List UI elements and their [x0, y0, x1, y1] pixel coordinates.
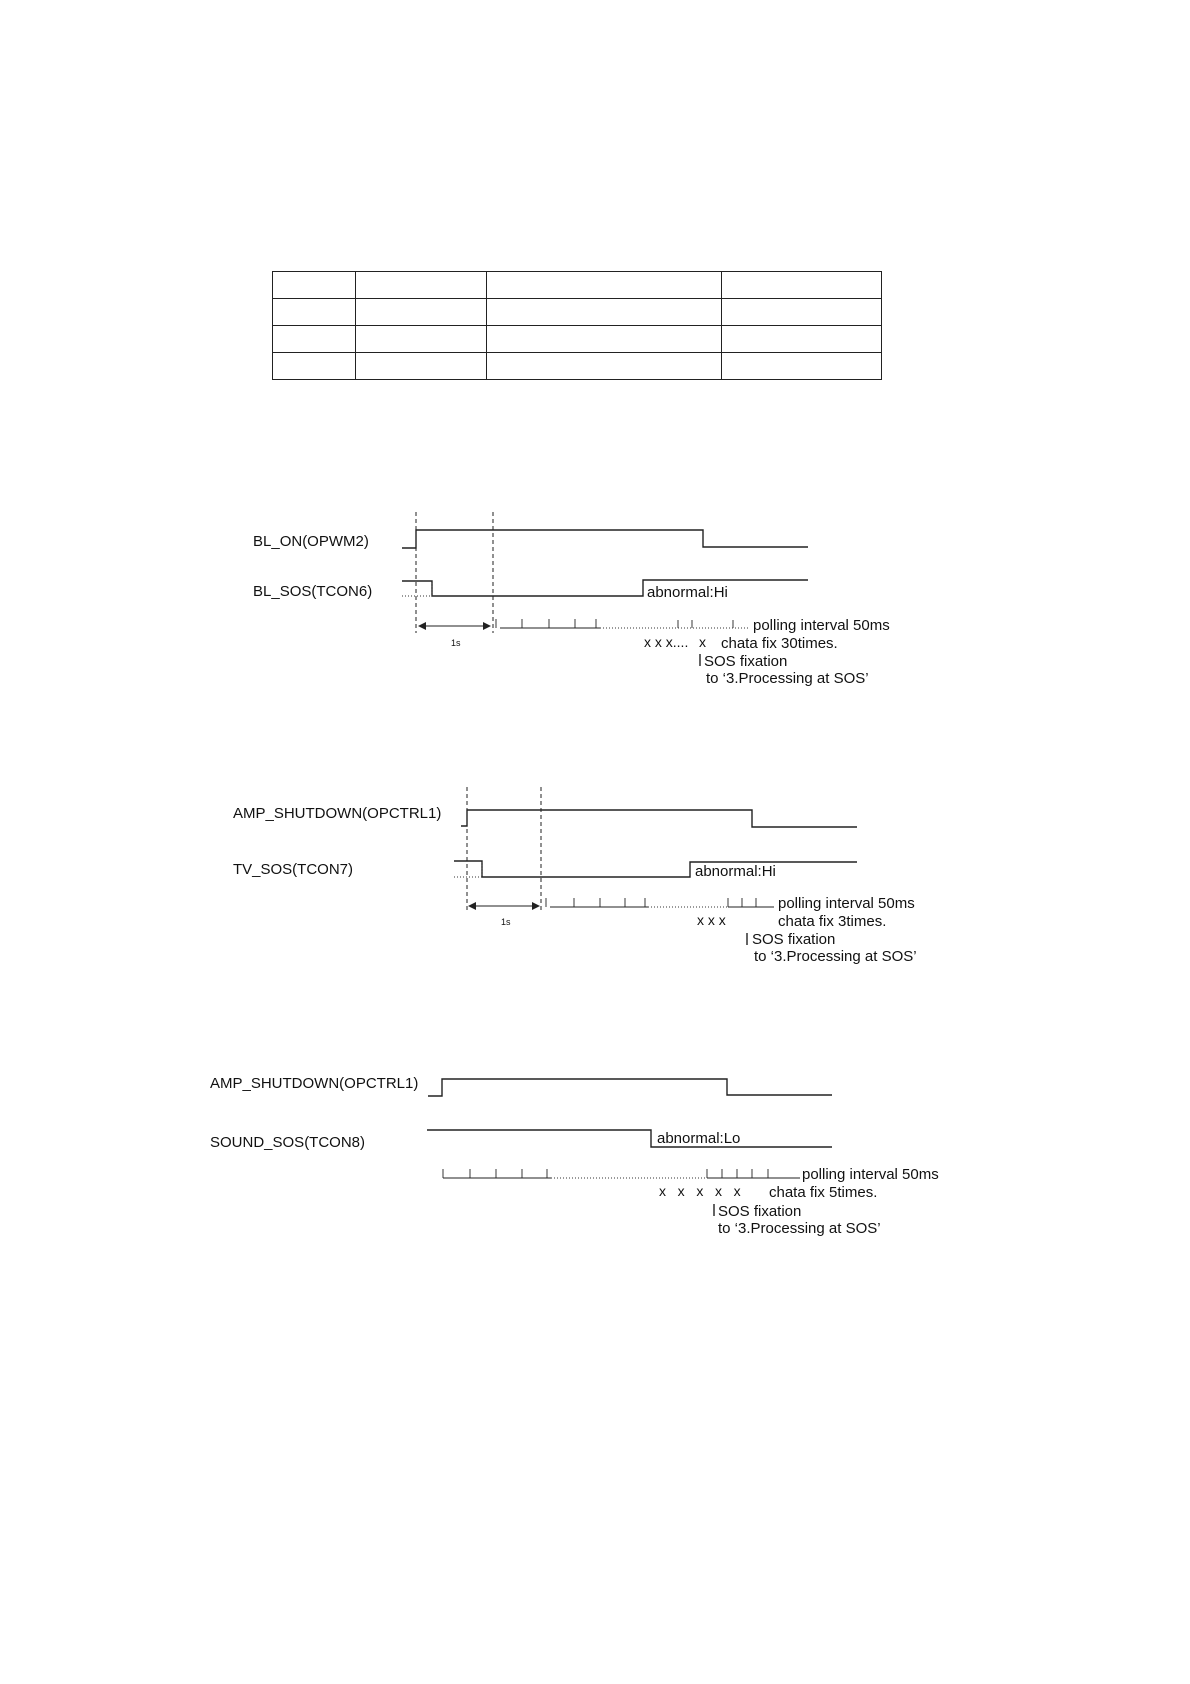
chata-label: chata fix 3times.	[778, 913, 887, 930]
sample-marks: x x x....	[644, 634, 689, 650]
table-cell	[356, 272, 487, 299]
polling-label: polling interval 50ms	[802, 1166, 939, 1183]
table-cell	[356, 326, 487, 353]
table-cell	[273, 299, 356, 326]
signal-label-amp-shutdown: AMP_SHUTDOWN(OPCTRL1)	[233, 805, 442, 822]
table-cell	[487, 272, 722, 299]
polling-label: polling interval 50ms	[753, 617, 890, 634]
table-cell	[356, 353, 487, 380]
amp-shutdown-waveform	[461, 810, 857, 827]
table-cell	[273, 272, 356, 299]
table-cell	[487, 353, 722, 380]
signal-label-bl-sos: BL_SOS(TCON6)	[253, 583, 373, 600]
table-cell	[273, 326, 356, 353]
table-cell	[722, 299, 882, 326]
signal-label-tv-sos: TV_SOS(TCON7)	[233, 861, 354, 878]
table-cell	[722, 353, 882, 380]
goto-processing-label: to ‘3.Processing at SOS’	[754, 948, 917, 965]
delay-arrow-head-left	[468, 902, 476, 910]
table-row	[273, 353, 882, 380]
delay-label: 1s	[451, 638, 461, 648]
sample-mark-single: x	[699, 634, 706, 650]
table-cell	[487, 326, 722, 353]
abnormal-label: abnormal:Lo	[657, 1130, 741, 1147]
table-cell	[356, 299, 487, 326]
abnormal-label: abnormal:Hi	[647, 584, 728, 601]
delay-arrow-head-right	[532, 902, 540, 910]
table-cell	[722, 272, 882, 299]
delay-arrow-head-left	[418, 622, 426, 630]
table-row	[273, 326, 882, 353]
fixation-label: SOS fixation	[704, 653, 788, 670]
polling-ticks	[496, 619, 733, 628]
bl-sos-dotted-start	[402, 581, 432, 596]
polling-label: polling interval 50ms	[778, 895, 915, 912]
table-row	[273, 299, 882, 326]
signal-label-bl-on: BL_ON(OPWM2)	[253, 533, 369, 550]
signal-label-sound-sos: SOUND_SOS(TCON8)	[210, 1134, 366, 1151]
polling-ticks	[546, 898, 774, 907]
chata-label: chata fix 5times.	[769, 1184, 878, 1201]
bl-on-waveform	[402, 530, 808, 548]
signal-label-amp-shutdown: AMP_SHUTDOWN(OPCTRL1)	[210, 1075, 419, 1092]
tv-sos-waveform	[454, 861, 857, 877]
delay-arrow-head-right	[483, 622, 491, 630]
sample-marks: x x x	[697, 912, 726, 928]
table-cell	[273, 353, 356, 380]
table-row	[273, 272, 882, 299]
tv-sos-dotted-start	[454, 861, 482, 877]
sound-sos-waveform	[427, 1130, 832, 1147]
table-cell	[722, 326, 882, 353]
timing-diagram-tv	[0, 770, 1190, 970]
empty-table	[272, 271, 882, 380]
chata-label: chata fix 30times.	[721, 635, 838, 652]
abnormal-label: abnormal:Hi	[695, 863, 776, 880]
sample-marks: x x x x x	[659, 1183, 741, 1199]
fixation-label: SOS fixation	[718, 1203, 802, 1220]
polling-ticks	[443, 1169, 800, 1178]
goto-processing-label: to ‘3.Processing at SOS’	[718, 1220, 881, 1237]
table-cell	[487, 299, 722, 326]
bl-sos-waveform	[402, 580, 808, 596]
goto-processing-label: to ‘3.Processing at SOS’	[706, 670, 869, 687]
timing-diagram-bl	[0, 500, 1190, 700]
timing-diagram-sound	[0, 1055, 1190, 1255]
delay-label: 1s	[501, 917, 511, 927]
fixation-label: SOS fixation	[752, 931, 836, 948]
amp-shutdown-waveform	[428, 1079, 832, 1096]
